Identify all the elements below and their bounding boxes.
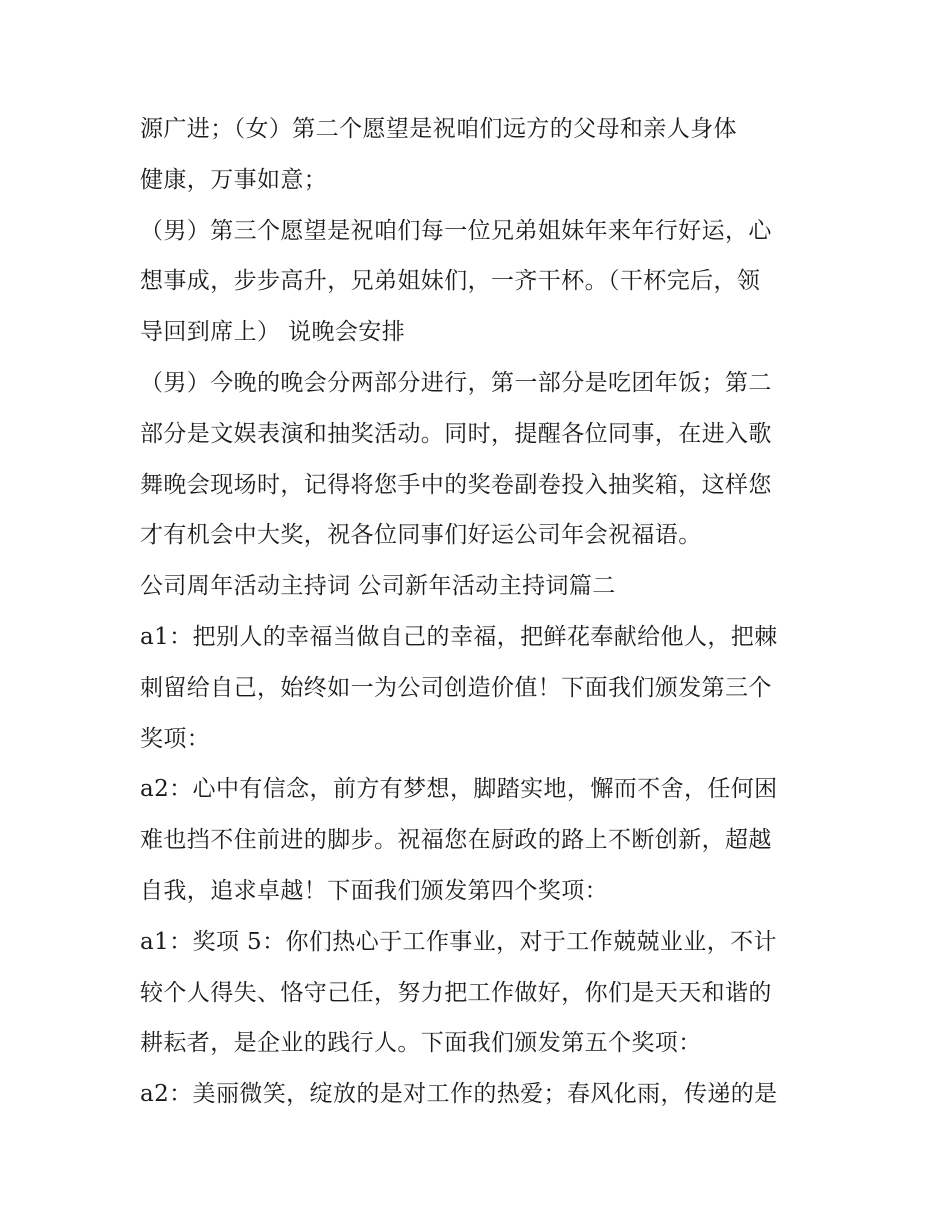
- text-line: a2：美丽微笑，绽放的是对工作的热爱；春风化雨，传递的是: [140, 1081, 778, 1108]
- text-line: 部分是文娱表演和抽奖活动。同时，提醒各位同事，在进入歌: [140, 420, 772, 447]
- text-line: a1：奖项 5：你们热心于工作事业，对于工作兢兢业业，不计: [140, 928, 777, 955]
- text-line: 奖项：: [140, 725, 211, 752]
- text-line: 健康，万事如意；: [140, 166, 328, 193]
- text-line: 想事成，步步高升，兄弟姐妹们，一齐干杯。（干杯完后，领: [140, 268, 761, 295]
- document-body: [140, 104, 820, 1120]
- text-line: （男）第三个愿望是祝咱们每一位兄弟姐妹年来年行好运，心: [140, 217, 772, 244]
- text-line: 舞晚会现场时，记得将您手中的奖卷副卷投入抽奖箱，这样您: [140, 471, 772, 498]
- text-line: a2：心中有信念，前方有梦想，脚踏实地，懈而不舍，任何困: [140, 776, 778, 803]
- section-heading: 公司周年活动主持词 公司新年活动主持词篇二: [140, 573, 616, 600]
- text-line: 导回到席上） 说晚会安排: [140, 319, 406, 346]
- text-line: 较个人得失、恪守己任，努力把工作做好，你们是天天和谐的: [140, 979, 772, 1006]
- text-line: 耕耘者，是企业的践行人。下面我们颁发第五个奖项：: [140, 1030, 702, 1057]
- text-line: 源广进；（女）第二个愿望是祝咱们远方的父母和亲人身体: [140, 116, 737, 142]
- text-line: a1：把别人的幸福当做自己的幸福，把鲜花奉献给他人，把棘: [140, 623, 778, 650]
- text-line: 刺留给自己，始终如一为公司创造价值！下面我们颁发第三个: [140, 674, 772, 701]
- text-line: 自我，追求卓越！下面我们颁发第四个奖项：: [140, 877, 608, 904]
- text-line: 才有机会中大奖，祝各位同事们好运公司年会祝福语。: [140, 522, 702, 549]
- text-line: 难也挡不住前进的脚步。祝福您在厨政的路上不断创新，超越: [140, 827, 772, 854]
- text-line: （男）今晚的晚会分两部分进行，第一部分是吃团年饭；第二: [140, 369, 772, 396]
